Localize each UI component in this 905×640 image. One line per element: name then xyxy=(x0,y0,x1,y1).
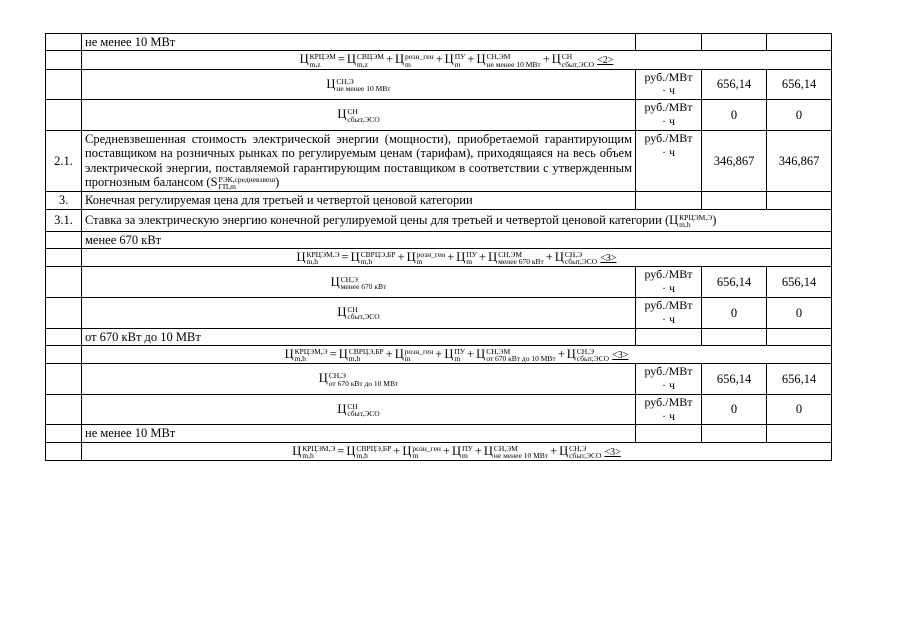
unit-line: руб./МВт xyxy=(644,267,693,282)
row-number-cell xyxy=(46,267,82,298)
value-cell: 0 xyxy=(702,298,767,329)
formula-symbol: Ц xyxy=(488,250,498,265)
formula-term xyxy=(338,347,384,364)
formula-sub: m xyxy=(454,354,461,364)
unit-line: · ч xyxy=(661,281,676,296)
description-text: Средневзвешенная стоимость электрической энергии (мощности), приобретаемой гарантирующим поставщиком на розничных рынках по регулируемым ценам (тарифам), приходящаяся на весь объем электрической энергии, поставляемой гарантирующим поставщиком в соответствии с утвержденным прогнозным балансом xyxy=(85,131,632,189)
formula-equals: = xyxy=(337,443,345,458)
unit-cell xyxy=(636,192,702,209)
symbol-sup: РЭК,средневзвеш xyxy=(218,174,276,184)
formula-term xyxy=(346,444,391,458)
row-label: от 670 кВт до 10 МВт xyxy=(82,328,636,345)
symbol-close: ) xyxy=(275,174,280,189)
formula-sup: КРЦЭМ,Э xyxy=(306,250,340,260)
formula-sub: m xyxy=(454,59,461,69)
table-row xyxy=(46,51,832,69)
formula-indices xyxy=(302,445,335,459)
value-cell: 0 xyxy=(767,298,832,329)
formula-sub: m xyxy=(404,354,411,364)
table-row xyxy=(46,100,832,131)
tariff-table xyxy=(45,33,832,461)
formula-plus: + xyxy=(435,52,443,67)
symbol-sup: СН,Э xyxy=(340,274,358,284)
unit-line: руб./МВт xyxy=(644,69,693,84)
formula-sub: m xyxy=(466,257,473,267)
formula-cell xyxy=(82,249,832,267)
formula-term xyxy=(406,250,446,267)
formula-plus: + xyxy=(557,347,565,361)
formula-indices xyxy=(412,445,441,459)
table-row xyxy=(46,442,832,460)
formula-sup: СН,ЭМ xyxy=(486,347,511,356)
section-heading: Конечная регулируемая цена для третьей и четвертой ценовой категории xyxy=(82,192,636,209)
formula-indices xyxy=(295,348,328,362)
formula-symbol: Ц xyxy=(296,250,306,265)
unit-cell xyxy=(636,364,702,395)
formula-sup: розн_ген xyxy=(416,250,446,260)
formula-indices xyxy=(405,53,434,67)
formula-symbol: Ц xyxy=(292,443,302,458)
symbol-open: (S xyxy=(206,174,218,189)
formula-sup: СН,ЭМ xyxy=(498,250,523,260)
formula-symbol: Ц xyxy=(566,347,576,361)
formula-sup: КРЦЭМ,Э xyxy=(302,443,336,453)
formula-term xyxy=(554,250,598,267)
value-cell: 0 xyxy=(767,100,832,131)
row-label: не менее 10 МВт xyxy=(82,425,636,442)
symbol-sup: СН xyxy=(347,107,358,117)
row-number: 3. xyxy=(46,192,82,209)
footnote-ref[interactable]: <3> xyxy=(600,253,617,265)
formula-sup: КРЦЭМ,Э xyxy=(294,347,328,356)
table-row xyxy=(46,267,832,298)
formula-term xyxy=(346,52,384,69)
row-number: 3.1. xyxy=(46,209,82,231)
symbol-sup: КРЦЭМ,Э xyxy=(679,212,713,222)
row-number: 2.1. xyxy=(46,130,82,191)
formula-plus: + xyxy=(474,443,482,458)
unit-line: руб./МВт xyxy=(644,364,693,379)
formula-plus: + xyxy=(397,250,405,265)
symbol-sub: сбыт,ЭСО xyxy=(347,114,380,124)
formula-krcem-e-not-less-10 xyxy=(292,444,601,458)
symbol-sup: СН,Э xyxy=(336,76,354,86)
formula-plus: + xyxy=(467,347,475,361)
row-number-cell xyxy=(46,69,82,100)
unit-cell xyxy=(636,267,702,298)
formula-indices xyxy=(356,445,391,459)
value-cell xyxy=(702,425,767,442)
table-row xyxy=(46,346,832,364)
symbol-letter: Ц xyxy=(330,274,340,289)
formula-indices xyxy=(498,251,544,265)
symbol-sub: m,h xyxy=(679,219,691,229)
row-number-cell xyxy=(46,51,82,69)
unit-cell xyxy=(636,394,702,425)
table-row xyxy=(46,394,832,425)
formula-indices xyxy=(562,53,594,67)
formula-sup: розн_ген xyxy=(405,52,434,62)
row-number-cell xyxy=(46,442,82,460)
formula-krcem-e-670-10 xyxy=(284,347,610,364)
formula-sub: m xyxy=(416,257,423,267)
formula-plus: + xyxy=(542,52,550,67)
formula-plus: + xyxy=(550,443,558,458)
formula-indices xyxy=(310,53,336,67)
formula-krcem-z xyxy=(299,52,595,69)
description-text: Ставка за электрическую энергию конечной регулируемой цены для третьей и четвертой ценовой категории xyxy=(85,212,662,227)
row-label: не менее 10 МВт xyxy=(82,34,636,51)
formula-sup: розн_ген xyxy=(404,347,434,356)
formula-indices xyxy=(454,348,465,362)
formula-plus: + xyxy=(435,347,443,361)
formula-symbol: Ц xyxy=(402,443,412,458)
formula-symbol: Ц xyxy=(444,52,454,67)
value-cell xyxy=(767,34,832,51)
value-cell xyxy=(702,34,767,51)
table-row xyxy=(46,130,832,191)
formula-sup: СВЦЭМ xyxy=(356,52,384,62)
value-cell xyxy=(767,328,832,345)
footnote-ref[interactable]: <2> xyxy=(597,55,614,67)
row-number-cell xyxy=(46,425,82,442)
unit-cell xyxy=(636,298,702,329)
formula-symbol: Ц xyxy=(299,52,309,67)
symbol-sub: ГП,m xyxy=(218,182,236,192)
formula-term xyxy=(566,347,610,364)
formula-indices xyxy=(487,53,541,67)
table-row xyxy=(46,425,832,442)
formula-sup: СВРЦЭ,БР xyxy=(356,443,392,453)
formula-sup: СН,ЭМ xyxy=(493,443,518,453)
formula-sub: не менее 10 МВт xyxy=(493,450,549,460)
formula-equals: = xyxy=(337,52,345,67)
formula-indices xyxy=(577,348,609,362)
value-cell: 656,14 xyxy=(767,267,832,298)
formula-symbol: Ц xyxy=(476,347,486,361)
table-row xyxy=(46,231,832,248)
unit-line: руб./МВт xyxy=(644,130,693,145)
value-cell: 656,14 xyxy=(702,69,767,100)
formula-sub: m,h xyxy=(356,450,368,460)
formula-indices xyxy=(417,251,446,265)
formula-symbol: Ц xyxy=(554,250,564,265)
formula-term xyxy=(488,250,544,267)
symbol-letter: Ц xyxy=(337,402,347,417)
table-row xyxy=(46,364,832,395)
row-number-cell xyxy=(46,231,82,248)
formula-sub: m xyxy=(412,450,419,460)
formula-symbol: Ц xyxy=(346,443,356,458)
formula-indices xyxy=(494,445,548,459)
symbol-letter: Ц xyxy=(326,76,336,91)
unit-line: · ч xyxy=(661,83,676,98)
formula-sub: m,h xyxy=(360,257,373,267)
formula-sup: КРЦЭМ xyxy=(309,52,336,62)
formula-term xyxy=(444,347,466,364)
formula-sub: сбыт,ЭСО xyxy=(564,257,598,267)
row-description xyxy=(82,130,636,191)
formula-term xyxy=(292,444,335,458)
value-cell: 656,14 xyxy=(702,267,767,298)
formula-plus: + xyxy=(545,250,553,265)
formula-sup: СВРЦЭ,БР xyxy=(360,250,396,260)
formula-term xyxy=(395,52,434,69)
formula-symbol: Ц xyxy=(483,443,493,458)
formula-indices xyxy=(405,348,434,362)
symbol-cell xyxy=(82,364,636,395)
row-number-cell xyxy=(46,34,82,51)
symbol-sub: от 670 кВт до 10 МВт xyxy=(328,378,399,388)
row-label: менее 670 кВт xyxy=(82,231,832,248)
formula-plus: + xyxy=(442,443,450,458)
value-cell: 656,14 xyxy=(767,69,832,100)
formula-plus: + xyxy=(447,250,455,265)
formula-indices xyxy=(462,445,473,459)
formula-term xyxy=(296,250,340,267)
formula-sup: СН,Э xyxy=(564,250,583,260)
unit-cell xyxy=(636,425,702,442)
unit-line: руб./МВт xyxy=(644,298,693,313)
symbol-cell xyxy=(82,298,636,329)
table-row xyxy=(46,69,832,100)
formula-indices xyxy=(486,348,556,362)
formula-sup: ПУ xyxy=(462,443,473,453)
unit-line: руб./МВт xyxy=(644,100,693,115)
value-cell: 0 xyxy=(702,100,767,131)
formula-sub: сбыт,ЭСО xyxy=(569,450,602,460)
formula-sup: розн_ген xyxy=(412,443,441,453)
value-cell xyxy=(702,328,767,345)
row-number-cell xyxy=(46,328,82,345)
unit-line: · ч xyxy=(661,311,676,326)
formula-term xyxy=(456,250,478,267)
table-row xyxy=(46,249,832,267)
formula-symbol: Ц xyxy=(394,347,404,361)
formula-symbol: Ц xyxy=(346,52,356,67)
value-cell: 346,867 xyxy=(767,130,832,191)
formula-symbol: Ц xyxy=(444,347,454,361)
formula-plus: + xyxy=(467,52,475,67)
formula-symbol: Ц xyxy=(452,443,462,458)
formula-symbol: Ц xyxy=(338,347,348,361)
formula-sub: сбыт,ЭСО xyxy=(561,59,595,69)
formula-sup: ПУ xyxy=(466,250,478,260)
unit-cell xyxy=(636,34,702,51)
row-number-cell xyxy=(46,249,82,267)
formula-sub: от 670 кВт до 10 МВт xyxy=(486,354,556,364)
formula-sup: СВРЦЭ,БР xyxy=(348,347,384,356)
formula-term xyxy=(452,444,473,458)
symbol-letter: Ц xyxy=(318,371,328,386)
formula-sub: сбыт,ЭСО xyxy=(576,354,610,364)
symbol-sup: СН,Э xyxy=(328,371,347,381)
formula-symbol: Ц xyxy=(476,52,486,67)
formula-indices xyxy=(357,53,384,67)
formula-term xyxy=(394,347,434,364)
formula-sub: m,z xyxy=(356,59,368,69)
formula-sub: m,z xyxy=(309,59,321,69)
row-number-cell xyxy=(46,100,82,131)
value-cell xyxy=(702,192,767,209)
symbol-sup: СН xyxy=(347,402,358,412)
formula-sup: СН xyxy=(561,52,573,62)
symbol-sub: сбыт,ЭСО xyxy=(347,409,380,419)
formula-term xyxy=(484,444,548,458)
symbol-sub: не менее 10 МВт xyxy=(336,83,391,93)
formula-equals: = xyxy=(329,347,337,361)
formula-term xyxy=(551,52,595,69)
symbol-close: ) xyxy=(712,212,717,227)
table-row xyxy=(46,34,832,51)
table-row xyxy=(46,209,832,231)
formula-sup: ПУ xyxy=(454,347,466,356)
formula-cell xyxy=(82,442,832,460)
formula-term xyxy=(476,52,541,69)
value-cell xyxy=(767,425,832,442)
formula-indices xyxy=(361,251,396,265)
value-cell xyxy=(767,192,832,209)
formula-sub: не менее 10 МВт xyxy=(486,59,541,69)
formula-term xyxy=(284,347,328,364)
row-number-cell xyxy=(46,364,82,395)
value-cell: 0 xyxy=(702,394,767,425)
table-row xyxy=(46,298,832,329)
table-row xyxy=(46,192,832,209)
symbol-cell xyxy=(82,267,636,298)
formula-symbol: Ц xyxy=(551,52,561,67)
formula-sub: m,h xyxy=(294,354,307,364)
formula-plus: + xyxy=(393,443,401,458)
unit-line: руб./МВт xyxy=(644,394,693,409)
formula-term xyxy=(299,52,336,69)
symbol-sub: менее 670 кВт xyxy=(340,281,387,291)
formula-plus: + xyxy=(385,347,393,361)
unit-cell xyxy=(636,69,702,100)
formula-sub: m,h xyxy=(302,450,314,460)
formula-equals: = xyxy=(341,250,349,265)
formula-term xyxy=(476,347,556,364)
formula-indices xyxy=(569,445,601,459)
formula-indices xyxy=(349,348,384,362)
row-number-cell xyxy=(46,346,82,364)
row-number-cell xyxy=(46,394,82,425)
unit-line: · ч xyxy=(661,378,676,393)
formula-sup: СН,Э xyxy=(569,443,587,453)
formula-sub: m xyxy=(462,450,468,460)
formula-symbol: Ц xyxy=(559,443,569,458)
formula-term xyxy=(444,52,466,69)
footnote-ref[interactable]: <3> xyxy=(604,446,621,458)
formula-symbol: Ц xyxy=(395,52,405,67)
unit-line: · ч xyxy=(661,144,676,159)
formula-term xyxy=(402,444,441,458)
formula-sub: m xyxy=(405,59,411,69)
formula-sup: СН,ЭМ xyxy=(486,52,511,62)
symbol-letter: Ц xyxy=(337,107,347,122)
formula-indices xyxy=(455,53,466,67)
table-row xyxy=(46,328,832,345)
formula-sub: m,h xyxy=(306,257,318,267)
symbol-sub: сбыт,ЭСО xyxy=(347,312,380,322)
section-heading xyxy=(82,209,832,231)
formula-sub: менее 670 кВт xyxy=(498,257,544,267)
row-number-cell xyxy=(46,298,82,329)
formula-cell xyxy=(82,51,832,69)
formula-indices xyxy=(466,251,477,265)
formula-cell xyxy=(82,346,832,364)
value-cell: 656,14 xyxy=(702,364,767,395)
unit-line: · ч xyxy=(661,408,676,423)
formula-symbol: Ц xyxy=(350,250,360,265)
unit-cell xyxy=(636,328,702,345)
formula-plus: + xyxy=(479,250,487,265)
formula-sub: m,h xyxy=(348,354,361,364)
formula-indices xyxy=(565,251,597,265)
formula-sup: ПУ xyxy=(454,52,466,62)
formula-symbol: Ц xyxy=(406,250,416,265)
symbol-cell xyxy=(82,100,636,131)
value-cell: 0 xyxy=(767,394,832,425)
symbol-sup: СН xyxy=(347,305,358,315)
formula-sup: СН,Э xyxy=(576,347,595,356)
symbol-letter: Ц xyxy=(337,305,347,320)
formula-plus: + xyxy=(385,52,394,67)
formula-term xyxy=(559,444,601,458)
symbol-cell xyxy=(82,69,636,100)
formula-krcem-e-less-670 xyxy=(296,250,598,267)
formula-term xyxy=(350,250,396,267)
footnote-ref[interactable]: <3> xyxy=(612,350,629,361)
formula-symbol: Ц xyxy=(456,250,466,265)
unit-cell xyxy=(636,130,702,191)
value-cell: 346,867 xyxy=(702,130,767,191)
value-cell: 656,14 xyxy=(767,364,832,395)
unit-line: · ч xyxy=(661,114,676,129)
symbol-cell xyxy=(82,394,636,425)
unit-cell xyxy=(636,100,702,131)
formula-symbol: Ц xyxy=(284,347,294,361)
formula-indices xyxy=(307,251,340,265)
symbol-open: (Ц xyxy=(664,212,679,227)
